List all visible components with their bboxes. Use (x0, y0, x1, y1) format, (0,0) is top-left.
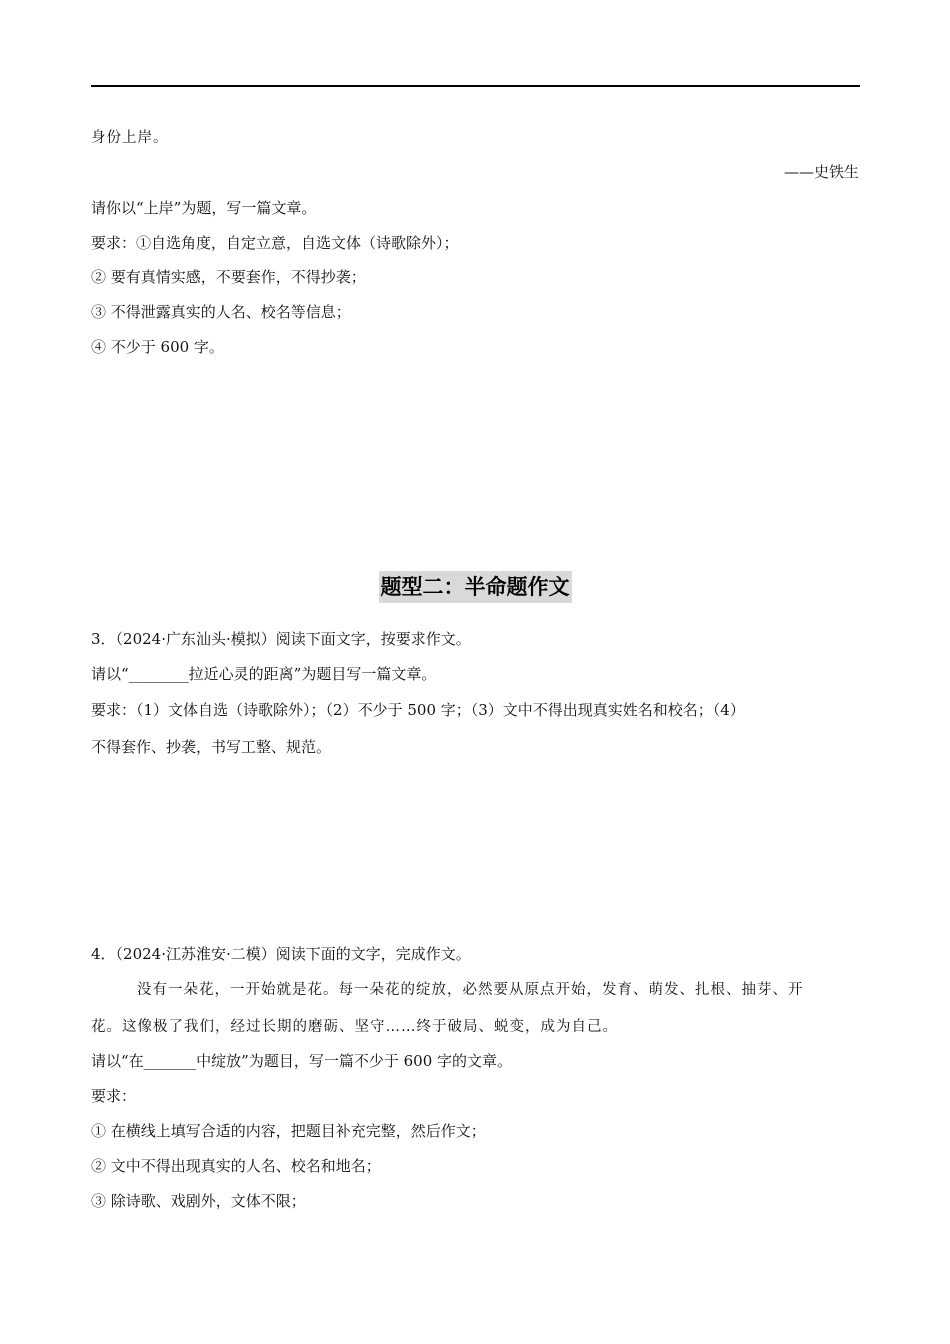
q3-header: 3．（2024·广东汕头·模拟）阅读下面文字，按要求作文。 (91, 630, 471, 648)
requirement-2: ② 要有真情实感，不要套作，不得抄袭； (91, 268, 366, 286)
section-heading-text: 题型二：半命题作文 (379, 571, 572, 603)
section-heading (0, 571, 950, 603)
requirement-1: 要求：①自选角度，自定立意，自选文体（诗歌除外）； (91, 234, 459, 252)
q4-requirement-3: ③ 除诗歌、戏剧外，文体不限； (91, 1192, 306, 1210)
q4-requirement-2: ② 文中不得出现真实的人名、校名和地名； (91, 1157, 381, 1175)
q3-requirements-line1: 要求：（1）文体自选（诗歌除外）；（2）不少于 500 字；（3）文中不得出现真实姓名和校名；（4） (91, 701, 745, 719)
essay-prompt: 请你以“上岸”为题，写一篇文章。 (91, 199, 317, 217)
q4-requirement-1: ① 在横线上填写合适的内容，把题目补充完整，然后作文； (91, 1122, 486, 1140)
q4-prompt: 请以“在_______中绽放”为题目，写一篇不少于 600 字的文章。 (91, 1052, 513, 1070)
requirement-4: ④ 不少于 600 字。 (91, 338, 224, 356)
quote-attribution: ——史铁生 (783, 163, 859, 181)
q4-header: 4．（2024·江苏淮安·二模）阅读下面的文字，完成作文。 (91, 945, 471, 963)
q3-requirements-line2: 不得套作、抄袭，书写工整、规范。 (91, 738, 332, 756)
q4-material-line1: 没有一朵花，一开始就是花。每一朵花的绽放，必然要从原点开始，发育、萌发、扎根、抽芽、开 (137, 982, 804, 998)
q4-requirements-label: 要求： (91, 1087, 137, 1105)
header-rule (91, 85, 860, 87)
requirement-3: ③ 不得泄露真实的人名、校名等信息； (91, 303, 351, 321)
passage-end-line: 身份上岸。 (91, 130, 169, 146)
q4-material-line2: 花。这像极了我们，经过长期的磨砺、坚守……终于破局、蜕变，成为自己。 (91, 1019, 618, 1035)
q3-prompt: 请以“________拉近心灵的距离”为题目写一篇文章。 (91, 665, 437, 683)
